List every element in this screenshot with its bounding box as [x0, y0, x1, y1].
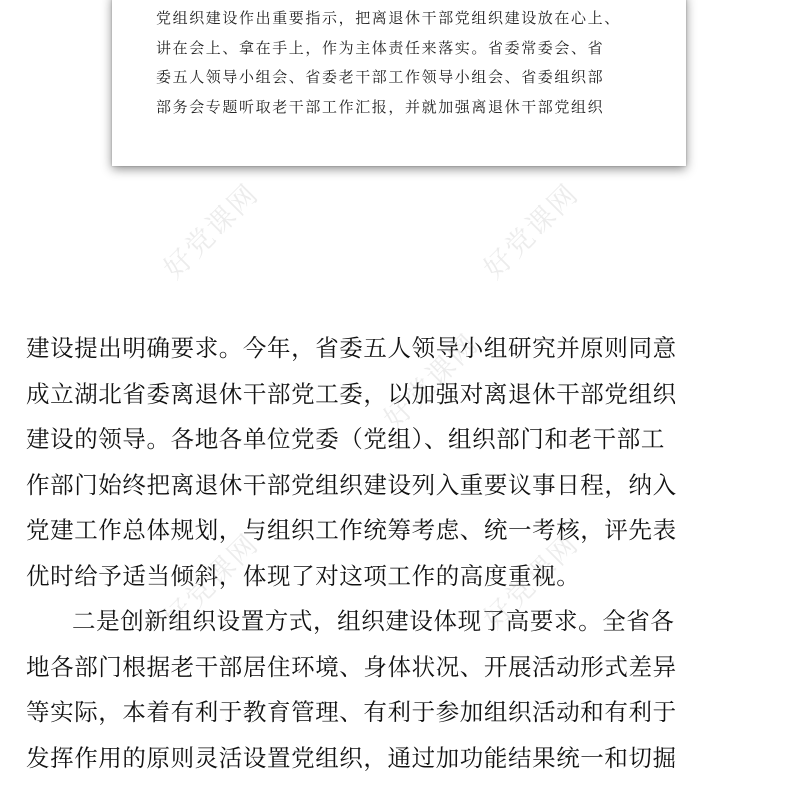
body-text	[26, 326, 786, 781]
watermark: 好党课网	[156, 526, 266, 636]
quote-line: 讲在会上、拿在手上，作为主体责任来落实。省委常委会、省	[156, 38, 605, 57]
quote-line: 党组织建设作出重要指示，把离退休干部党组织建设放在心上、	[156, 9, 621, 27]
watermark: 好党课网	[476, 526, 586, 636]
watermark: 好党课网	[156, 176, 266, 286]
quote-box	[112, 0, 686, 166]
body-line: 优时给予适当倾斜，体现了对这项工作的高度重视。	[26, 561, 581, 590]
watermark: 好党课网	[376, 326, 486, 436]
body-line: 成立湖北省委离退休干部党工委，以加强对离退休干部党组织	[26, 379, 677, 408]
body-line: 二是创新组织设置方式，组织建设体现了高要求。全省各	[72, 607, 675, 635]
quote-line: 部务会专题听取老干部工作汇报，并就加强离退休干部党组织	[156, 97, 605, 116]
quote-line: 委五人领导小组会、省委老干部工作领导小组会、省委组织部	[156, 68, 605, 86]
body-line: 党建工作总体规划，与组织工作统筹考虑、统一考核，评先表	[26, 516, 677, 544]
body-line: 作部门始终把离退休干部党组织建设列入重要议事日程，纳入	[26, 470, 677, 499]
watermark: 好党课网	[476, 176, 586, 286]
body-line: 发挥作用的原则灵活设置党组织，通过加功能结果统一和切掘	[26, 743, 677, 772]
body-line: 地各部门根据老干部居住环境、身体状况、开展活动形式差异	[26, 652, 677, 681]
body-line: 等实际，本着有利于教育管理、有利于参加组织活动和有利于	[26, 698, 677, 726]
body-line: 建设提出明确要求。今年，省委五人领导小组研究并原则同意	[26, 334, 677, 362]
body-line: 建设的领导。各地各单位党委（党组）、组织部门和老干部工	[26, 425, 665, 453]
